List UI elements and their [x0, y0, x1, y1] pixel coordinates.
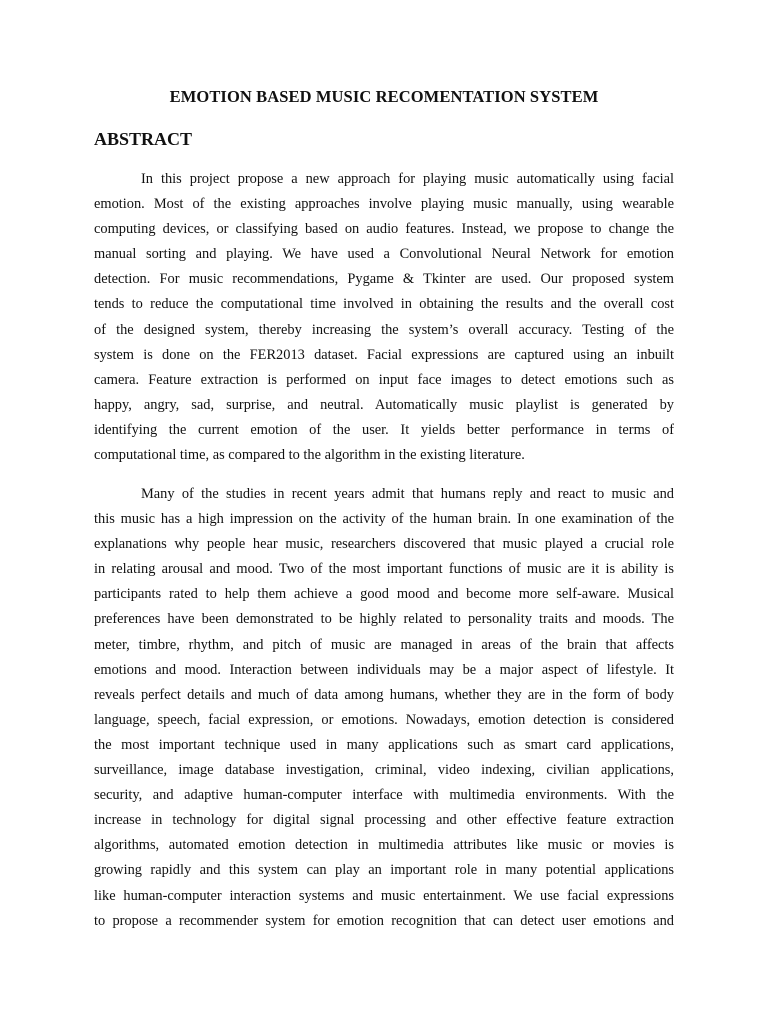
text-line: emotions and mood. Interaction between individuals may be a major aspect of lifestyle. It: [94, 661, 674, 678]
section-heading: ABSTRACT: [94, 129, 193, 149]
text-line: computing devices, or classifying based on audio features. Instead, we propose to change the: [94, 221, 674, 238]
text-line: tends to reduce the computational time involved in obtaining the results and the overall cost: [94, 296, 674, 313]
document-title: EMOTION BASED MUSIC RECOMENTATION SYSTEM: [169, 87, 599, 106]
text-line: growing rapidly and this system can play an important role in many potential applications: [94, 862, 674, 879]
text-line: to propose a recommender system for emotion recognition that can detect user emotions and: [94, 912, 674, 929]
text-line: this music has a high impression on the activity of the human brain. In one examination of the: [94, 511, 674, 528]
text-line: language, speech, facial expression, or emotions. Nowadays, emotion detection is considered: [94, 711, 674, 728]
abstract-paragraph-1: [94, 167, 674, 468]
text-line: system is done on the FER2013 dataset. Facial expressions are captured using an inbuilt: [94, 346, 674, 363]
text-line: increase in technology for digital signal processing and other effective feature extraction: [94, 812, 674, 829]
text-line: identifying the current emotion of the user. It yields better performance in terms of: [94, 421, 674, 438]
text-line: in relating arousal and mood. Two of the most important functions of music are it is ability is: [94, 561, 674, 578]
text-line: algorithms, automated emotion detection in multimedia attributes like music or movies is: [94, 837, 674, 854]
text-line: happy, angry, sad, surprise, and neutral. Automatically music playlist is generated by: [94, 396, 674, 413]
text-line: manual sorting and playing. We have used a Convolutional Neural Network for emotion: [94, 246, 674, 263]
text-line: like human-computer interaction systems and music entertainment. We use facial expressions: [94, 887, 674, 904]
text-line: In this project propose a new approach for playing music automatically using facial: [141, 171, 674, 187]
text-line: emotion. Most of the existing approaches involve playing music manually, using wearable: [94, 196, 674, 213]
text-line: meter, timbre, rhythm, and pitch of music are managed in areas of the brain that affects: [94, 636, 674, 653]
text-line: camera. Feature extraction is performed on input face images to detect emotions such as: [94, 371, 674, 388]
text-line: of the designed system, thereby increasing the system’s overall accuracy. Testing of the: [94, 321, 674, 338]
text-line: detection. For music recommendations, Pygame & Tkinter are used. Our proposed system: [94, 271, 674, 288]
text-line: explanations why people hear music, researchers discovered that music played a crucial role: [94, 536, 674, 553]
text-line: surveillance, image database investigation, criminal, video indexing, civilian applications,: [94, 762, 674, 779]
text-line: preferences have been demonstrated to be highly related to personality traits and moods. The: [94, 611, 674, 628]
text-line: the most important technique used in many applications such as smart card applications,: [94, 736, 674, 753]
text-line: reveals perfect details and much of data among humans, whether they are in the form of body: [94, 686, 674, 703]
text-line: computational time, as compared to the algorithm in the existing literature.: [94, 447, 525, 464]
abstract-paragraph-2: [94, 482, 674, 934]
text-line: participants rated to help them achieve a good mood and become more self-aware. Musical: [94, 586, 674, 603]
text-line: Many of the studies in recent years admit that humans reply and react to music and: [141, 486, 674, 502]
text-line: security, and adaptive human-computer interface with multimedia environments. With the: [94, 787, 674, 804]
